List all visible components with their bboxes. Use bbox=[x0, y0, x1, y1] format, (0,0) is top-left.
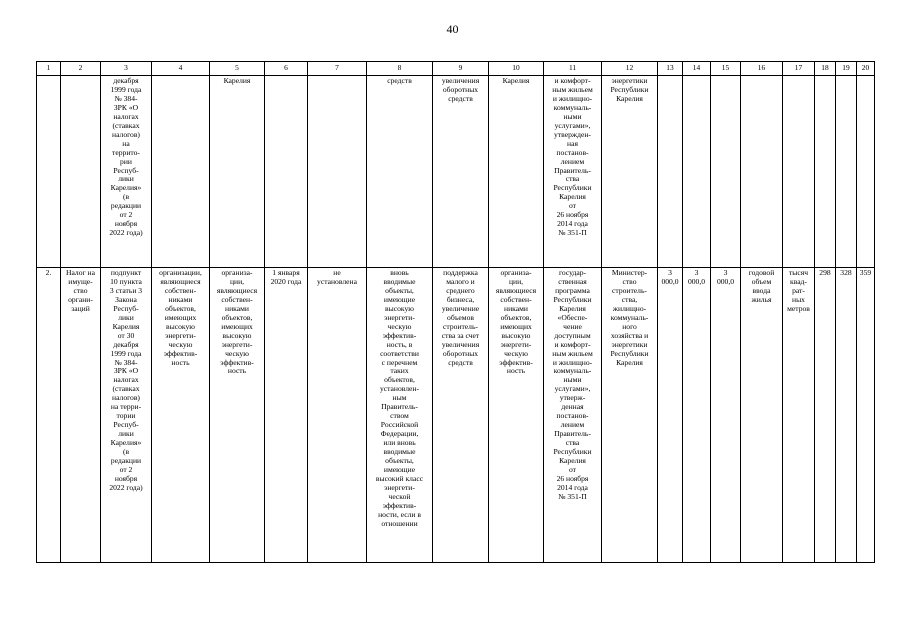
column-number: 12 bbox=[602, 62, 658, 76]
tax-benefits-table bbox=[36, 61, 875, 563]
column-number: 6 bbox=[265, 62, 308, 76]
table-cell: средств bbox=[367, 76, 433, 268]
column-number: 3 bbox=[101, 62, 152, 76]
target-category: организа- ции, являющиеся собствен- никами объектов, имеющих высокую энергети- ческую эффектив- ность bbox=[210, 268, 265, 563]
indicator-value-3: 359 bbox=[857, 268, 875, 563]
table-row-continuation bbox=[37, 76, 875, 268]
table-cell: декабря 1999 года № 384- ЗРК «О налогах (ставках налогов) на террито- рии Респуб- лики Карелия» (в редакции от 2 ноября 2022 года) bbox=[101, 76, 152, 268]
table-cell: энергетики Республики Карелия bbox=[602, 76, 658, 268]
end-date: не установлена bbox=[308, 268, 367, 563]
indicator-name: годовой объем ввода жилья bbox=[741, 268, 783, 563]
amount-year-3: 3 000,0 bbox=[711, 268, 741, 563]
column-number: 16 bbox=[741, 62, 783, 76]
table-cell: Карелия bbox=[489, 76, 544, 268]
table-cell bbox=[37, 76, 61, 268]
table-cell bbox=[815, 76, 836, 268]
column-number: 15 bbox=[711, 62, 741, 76]
column-number: 17 bbox=[783, 62, 815, 76]
table-cell: увеличения оборотных средств bbox=[433, 76, 489, 268]
column-number: 14 bbox=[683, 62, 711, 76]
table-cell bbox=[265, 76, 308, 268]
table-cell bbox=[783, 76, 815, 268]
benefit-conditions: вновь вводимые объекты, имеющие высокую энергети- ческую эффектив- ность, в соответстви с перечнем таких объектов, установлен- ным Правитель- ством Российской Федерации, или вновь вводимые объекты, имеющие высокий класс энергети- ческой эффектив- ности, если в отношении bbox=[367, 268, 433, 563]
column-number-row bbox=[37, 62, 875, 76]
table-cell bbox=[857, 76, 875, 268]
table-cell bbox=[836, 76, 857, 268]
column-number: 19 bbox=[836, 62, 857, 76]
column-number: 11 bbox=[544, 62, 602, 76]
indicator-unit: тысяч квад- рат- ных метров bbox=[783, 268, 815, 563]
column-number: 20 bbox=[857, 62, 875, 76]
page-number: 40 bbox=[446, 22, 459, 36]
column-number: 2 bbox=[61, 62, 101, 76]
table-cell: и комфорт- ным жильем и жилищно- коммуналь- ными услугами», утвержден- ная постанов- лением Правитель- ства Республики Карелия от 26 ноября 2014 года № 351-П bbox=[544, 76, 602, 268]
table-cell bbox=[61, 76, 101, 268]
amount-year-2: 3 000,0 bbox=[683, 268, 711, 563]
benefit-goals: поддержка малого и среднего бизнеса, увеличение объемов строитель- ства за счет увеличения оборотных средств bbox=[433, 268, 489, 563]
table-row-property-tax bbox=[37, 268, 875, 563]
row-number: 2. bbox=[37, 268, 61, 563]
tax-name: Налог на имуще- ство органи- заций bbox=[61, 268, 101, 563]
column-number: 18 bbox=[815, 62, 836, 76]
table-cell bbox=[711, 76, 741, 268]
column-number: 10 bbox=[489, 62, 544, 76]
indicator-value-1: 298 bbox=[815, 268, 836, 563]
table-cell bbox=[741, 76, 783, 268]
legal-basis: подпункт 10 пункта 3 статьи 3 Закона Респуб- лики Карелия от 30 декабря 1999 года № 384- ЗРК «О налогах (ставках налогов) на терри- тории Респуб- лики Карелия» (в редакции от 2 ноября 2022 года) bbox=[101, 268, 152, 563]
table-cell bbox=[658, 76, 683, 268]
curator-ministry: Министер- ство строитель- ства, жилищно- коммуналь- ного хозяйства и энергетики Республики Карелия bbox=[602, 268, 658, 563]
benefit-recipients: организации, являющиеся собствен- никами объектов, имеющих высокую энергети- ческую эффектив- ность bbox=[152, 268, 210, 563]
column-number: 5 bbox=[210, 62, 265, 76]
column-number: 7 bbox=[308, 62, 367, 76]
table-cell bbox=[683, 76, 711, 268]
indicator-value-2: 328 bbox=[836, 268, 857, 563]
state-program: государ- ственная программа Республики Карелия «Обеспе- чение доступным и комфорт- ным жильем и жилищно- коммуналь- ными услугами», утверж- денная постанов- лением Правитель- ства Республики Карелия от 26 ноября 2014 года № 351-П bbox=[544, 268, 602, 563]
column-number: 13 bbox=[658, 62, 683, 76]
amount-year-1: 3 000,0 bbox=[658, 268, 683, 563]
column-number: 1 bbox=[37, 62, 61, 76]
benefit-beneficiaries: организа- ции, являющиеся собствен- никами объектов, имеющих высокую энергети- ческую эффектив- ность bbox=[489, 268, 544, 563]
start-date: 1 января 2020 года bbox=[265, 268, 308, 563]
column-number: 8 bbox=[367, 62, 433, 76]
table-cell bbox=[152, 76, 210, 268]
column-number: 4 bbox=[152, 62, 210, 76]
table-cell bbox=[308, 76, 367, 268]
table-cell: Карелия bbox=[210, 76, 265, 268]
column-number: 9 bbox=[433, 62, 489, 76]
